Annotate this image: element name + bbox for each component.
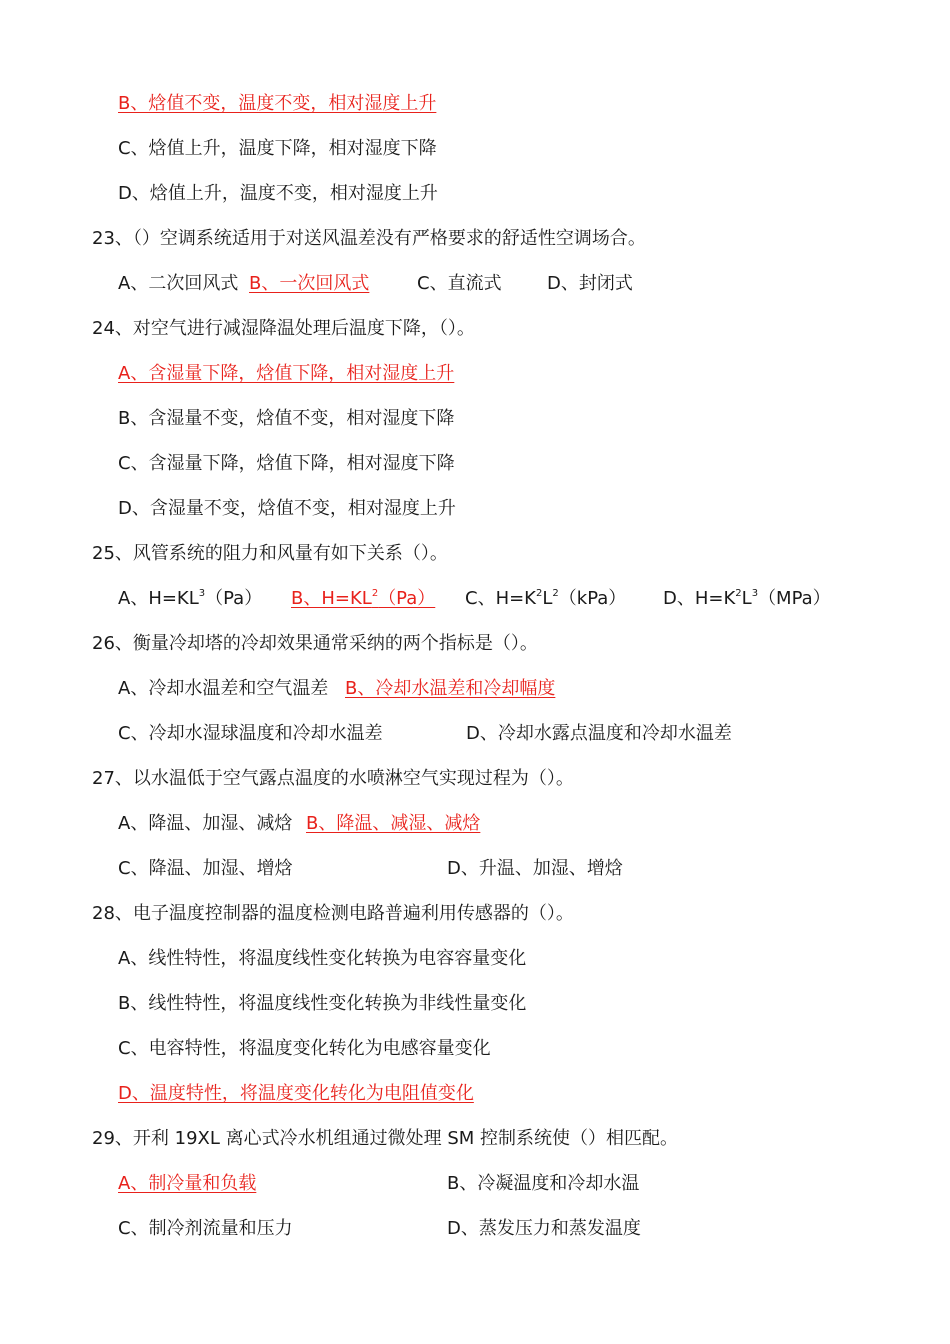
q28-stem: 28、电子温度控制器的温度检测电路普遍利用传感器的（）。 (92, 903, 574, 924)
q25-option-b-answer: B、$H=KL^2(Pa)$ (291, 588, 436, 609)
q26-option-a: A、冷却水温差和空气温差 (118, 678, 329, 699)
q24-option-b: B、含湿量不变，焓值不变，相对湿度下降 (118, 408, 455, 429)
q26-option-c: C、冷却水湿球温度和冷却水温差 (118, 723, 383, 744)
q23-option-d: D、封闭式 (547, 273, 633, 294)
q27-option-b-answer: B、降温、减湿、减焓 (306, 813, 481, 834)
q29-option-d: D、蒸发压力和蒸发温度 (447, 1218, 641, 1239)
q23-option-a: A、二次回风式 (118, 273, 239, 294)
q27-option-c: C、降温、加湿、增焓 (118, 858, 293, 879)
q22-option-d: D、焓值上升，温度不变，相对湿度上升 (118, 183, 438, 204)
q27-stem: 27、以水温低于空气露点温度的水喷淋空气实现过程为（）。 (92, 768, 574, 789)
q29-option-a-answer: A、制冷量和负载 (118, 1173, 257, 1194)
q26-option-d: D、冷却水露点温度和冷却水温差 (466, 723, 732, 744)
q28-option-d-answer: D、温度特性，将温度变化转化为电阻值变化 (118, 1083, 474, 1104)
q25-option-a: A、$H=KL^3(Pa)$ (118, 588, 263, 609)
q23-stem: 23、（）空调系统适用于对送风温差没有严格要求的舒适性空调场合。 (92, 228, 646, 249)
q24-option-d: D、含湿量不变，焓值不变，相对湿度上升 (118, 498, 456, 519)
q28-option-b: B、线性特性，将温度线性变化转换为非线性量变化 (118, 993, 527, 1014)
q28-option-c: C、电容特性，将温度变化转化为电感容量变化 (118, 1038, 491, 1059)
q29-option-b: B、冷凝温度和冷却水温 (447, 1173, 640, 1194)
q29-stem: 29、开利 19XL 离心式冷水机组通过微处理 SM 控制系统使（）相匹配。 (92, 1128, 679, 1149)
q24-stem: 24、对空气进行减湿降温处理后温度下降，（）。 (92, 318, 475, 339)
q26-option-b-answer: B、冷却水温差和冷却幅度 (345, 678, 556, 699)
q24-option-a-answer: A、含湿量下降，焓值下降，相对湿度上升 (118, 363, 455, 384)
q25-option-d: D、$H=K^2L^3(MPa)$ (663, 588, 831, 609)
q23-option-c: C、直流式 (417, 273, 502, 294)
q25-stem: 25、风管系统的阻力和风量有如下关系（）。 (92, 543, 448, 564)
q28-option-a: A、线性特性，将温度线性变化转换为电容容量变化 (118, 948, 527, 969)
q27-option-d: D、升温、加湿、增焓 (447, 858, 623, 879)
q22-option-b-answer: B、焓值不变，温度不变，相对湿度上升 (118, 93, 437, 114)
q25-option-c: C、$H=K^2L^2(kPa)$ (465, 588, 627, 609)
q22-option-c: C、焓值上升，温度下降，相对湿度下降 (118, 138, 437, 159)
q27-option-a: A、降温、加湿、减焓 (118, 813, 293, 834)
q23-option-b-answer: B、一次回风式 (249, 273, 370, 294)
q24-option-c: C、含湿量下降，焓值下降，相对湿度下降 (118, 453, 455, 474)
q26-stem: 26、衡量冷却塔的冷却效果通常采纳的两个指标是（）。 (92, 633, 538, 654)
q29-option-c: C、制冷剂流量和压力 (118, 1218, 293, 1239)
